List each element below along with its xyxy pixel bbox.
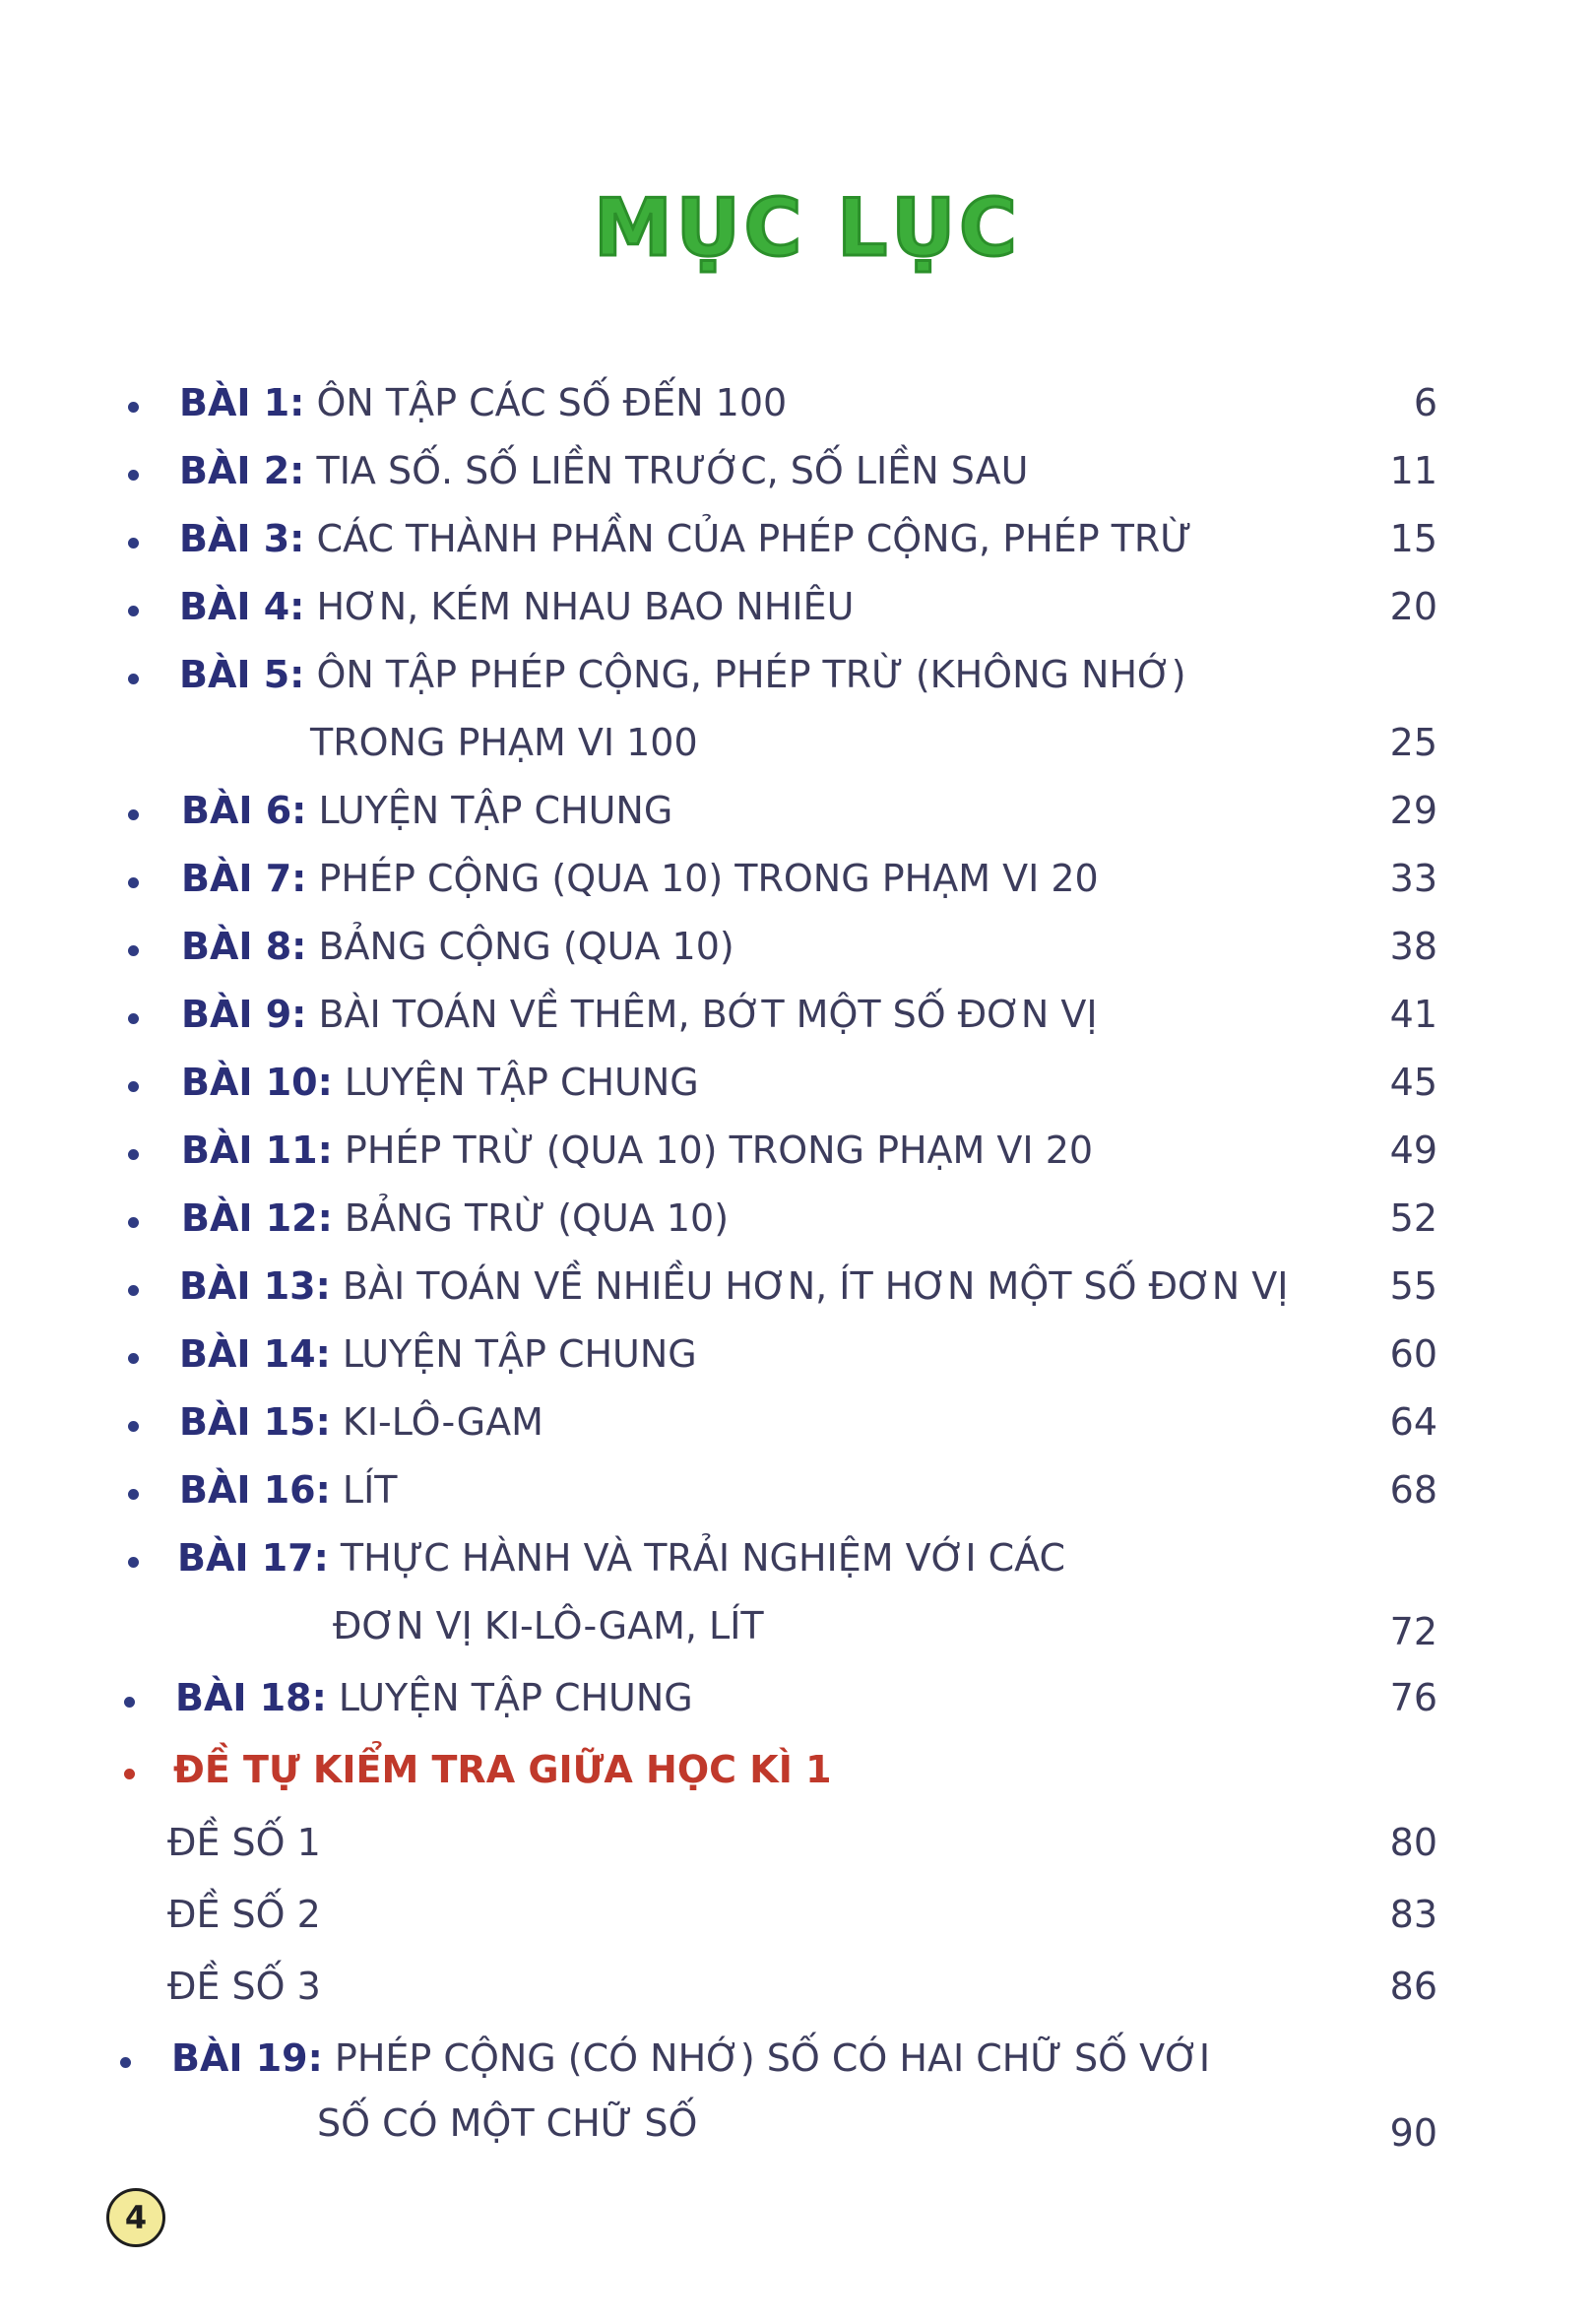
lesson-title-continuation: SỐ CÓ MỘT CHỮ SỐ <box>317 2101 698 2145</box>
lesson-label: BÀI 12: <box>181 1196 333 1240</box>
bullet-icon <box>124 1769 135 1779</box>
page-ref: 76 <box>1389 1676 1437 1719</box>
lesson-title: BÀI TOÁN VỀ NHIỀU HƠN, ÍT HƠN MỘT SỐ ĐƠN VỊ <box>342 1264 1289 1308</box>
page-ref: 29 <box>1389 789 1437 832</box>
lesson-title: PHÉP CỘNG (CÓ NHỚ) SỐ CÓ HAI CHỮ SỐ VỚI <box>334 2036 1211 2080</box>
toc-entry <box>0 921 1595 980</box>
lesson-title: LÍT <box>342 1468 398 1512</box>
lesson-title: LUYỆN TẬP CHUNG <box>344 1061 699 1104</box>
test-entry <box>0 1889 1595 1948</box>
lesson-label: BÀI 4: <box>179 585 305 628</box>
test-entry <box>0 1961 1595 2020</box>
bullet-icon <box>128 606 139 616</box>
toc-entry <box>0 513 1595 572</box>
bullet-icon <box>128 945 139 956</box>
lesson-label: BÀI 13: <box>179 1264 331 1308</box>
page-ref: 33 <box>1389 857 1437 900</box>
exam-section-heading-row <box>0 1744 1595 1803</box>
bullet-icon <box>128 1149 139 1160</box>
page-ref: 11 <box>1389 449 1437 492</box>
page-ref: 15 <box>1389 517 1437 560</box>
lesson-label: BÀI 7: <box>181 857 307 900</box>
toc-entry-continuation <box>0 717 1595 776</box>
page-ref: 52 <box>1389 1196 1437 1240</box>
lesson-label: BÀI 3: <box>179 517 305 560</box>
page-ref: 41 <box>1389 993 1437 1036</box>
bullet-icon <box>128 1285 139 1296</box>
toc-entry <box>0 1464 1595 1523</box>
lesson-label: BÀI 16: <box>179 1468 331 1512</box>
lesson-label: BÀI 19: <box>171 2036 323 2080</box>
lesson-label: BÀI 10: <box>181 1061 333 1104</box>
page-ref: 38 <box>1389 925 1437 968</box>
test-title: ĐỀ SỐ 1 <box>167 1821 321 1864</box>
page-title: MỤC LỤC <box>594 182 1021 274</box>
toc-entry <box>0 1672 1595 1731</box>
page-ref: 55 <box>1389 1264 1437 1308</box>
lesson-title: BÀI TOÁN VỀ THÊM, BỚT MỘT SỐ ĐƠN VỊ <box>318 993 1098 1036</box>
page-ref: 20 <box>1389 585 1437 628</box>
toc-entry <box>0 581 1595 640</box>
toc-entry <box>0 445 1595 504</box>
toc-entry <box>0 853 1595 912</box>
page-ref: 80 <box>1389 1821 1437 1864</box>
page-ref: 6 <box>1413 381 1437 424</box>
page-ref: 83 <box>1389 1893 1437 1936</box>
toc-entry <box>0 785 1595 844</box>
lesson-label: BÀI 14: <box>179 1332 331 1376</box>
bullet-icon <box>128 470 139 481</box>
page-number-badge: 4 <box>106 2188 165 2247</box>
toc-entry <box>0 2033 1595 2092</box>
bullet-icon <box>120 2057 131 2068</box>
lesson-title: HƠN, KÉM NHAU BAO NHIÊU <box>316 585 855 628</box>
page-ref: 60 <box>1389 1332 1437 1376</box>
bullet-icon <box>128 877 139 888</box>
bullet-icon <box>128 809 139 820</box>
lesson-label: BÀI 1: <box>179 381 305 424</box>
page-ref: 45 <box>1389 1061 1437 1104</box>
lesson-title: KI-LÔ-GAM <box>342 1400 543 1444</box>
toc-entry <box>0 1260 1595 1320</box>
exam-section-heading: ĐỀ TỰ KIỂM TRA GIỮA HỌC KÌ 1 <box>173 1748 832 1791</box>
toc-entry <box>0 1532 1595 1591</box>
lesson-label: BÀI 8: <box>181 925 307 968</box>
lesson-label: BÀI 15: <box>179 1400 331 1444</box>
lesson-title: PHÉP CỘNG (QUA 10) TRONG PHẠM VI 20 <box>318 857 1099 900</box>
page-ref: 64 <box>1389 1400 1437 1444</box>
bullet-icon <box>128 538 139 549</box>
toc-entry <box>0 1396 1595 1455</box>
bullet-icon <box>128 1421 139 1432</box>
lesson-title: BẢNG TRỪ (QUA 10) <box>344 1196 730 1240</box>
toc-entry <box>0 1057 1595 1116</box>
page-ref: 90 <box>1389 2111 1437 2155</box>
bullet-icon <box>128 1489 139 1500</box>
toc-entry <box>0 649 1595 708</box>
toc-entry <box>0 1125 1595 1184</box>
page-ref: 25 <box>1389 721 1437 764</box>
toc-entry <box>0 1193 1595 1252</box>
lesson-label: BÀI 2: <box>179 449 305 492</box>
lesson-label: BÀI 18: <box>175 1676 327 1719</box>
lesson-label: BÀI 11: <box>181 1129 333 1172</box>
bullet-icon <box>128 1557 139 1568</box>
bullet-icon <box>128 1353 139 1364</box>
lesson-label: BÀI 5: <box>179 653 305 696</box>
page-ref: 72 <box>1389 1610 1437 1653</box>
toc-entry <box>0 377 1595 436</box>
lesson-title: BẢNG CỘNG (QUA 10) <box>318 925 734 968</box>
toc-entry <box>0 1328 1595 1388</box>
lesson-title: LUYỆN TẬP CHUNG <box>338 1676 693 1719</box>
test-title: ĐỀ SỐ 2 <box>167 1893 321 1936</box>
bullet-icon <box>128 402 139 413</box>
lesson-title-continuation: TRONG PHẠM VI 100 <box>310 721 698 764</box>
test-entry <box>0 1817 1595 1876</box>
page-ref: 86 <box>1389 1965 1437 2008</box>
lesson-title: PHÉP TRỪ (QUA 10) TRONG PHẠM VI 20 <box>344 1129 1094 1172</box>
page-ref: 49 <box>1389 1129 1437 1172</box>
lesson-title: CÁC THÀNH PHẦN CỦA PHÉP CỘNG, PHÉP TRỪ <box>316 517 1192 560</box>
lesson-title: LUYỆN TẬP CHUNG <box>342 1332 697 1376</box>
lesson-title: TIA SỐ. SỐ LIỀN TRƯỚC, SỐ LIỀN SAU <box>316 449 1029 492</box>
lesson-label: BÀI 6: <box>181 789 307 832</box>
toc-entry-continuation <box>0 1600 1595 1659</box>
toc-entry-continuation <box>0 2098 1595 2157</box>
toc-entry <box>0 989 1595 1048</box>
bullet-icon <box>128 1217 139 1228</box>
page-ref: 68 <box>1389 1468 1437 1512</box>
lesson-title-continuation: ĐƠN VỊ KI-LÔ-GAM, LÍT <box>333 1604 764 1647</box>
lesson-title: ÔN TẬP CÁC SỐ ĐẾN 100 <box>316 381 788 424</box>
bullet-icon <box>128 674 139 684</box>
lesson-title: ÔN TẬP PHÉP CỘNG, PHÉP TRỪ (KHÔNG NHỚ) <box>316 653 1186 696</box>
bullet-icon <box>128 1013 139 1024</box>
test-title: ĐỀ SỐ 3 <box>167 1965 321 2008</box>
lesson-title: THỰC HÀNH VÀ TRẢI NGHIỆM VỚI CÁC <box>340 1536 1066 1580</box>
lesson-label: BÀI 17: <box>177 1536 329 1580</box>
lesson-title: LUYỆN TẬP CHUNG <box>318 789 673 832</box>
bullet-icon <box>124 1697 135 1708</box>
bullet-icon <box>128 1081 139 1092</box>
lesson-label: BÀI 9: <box>181 993 307 1036</box>
